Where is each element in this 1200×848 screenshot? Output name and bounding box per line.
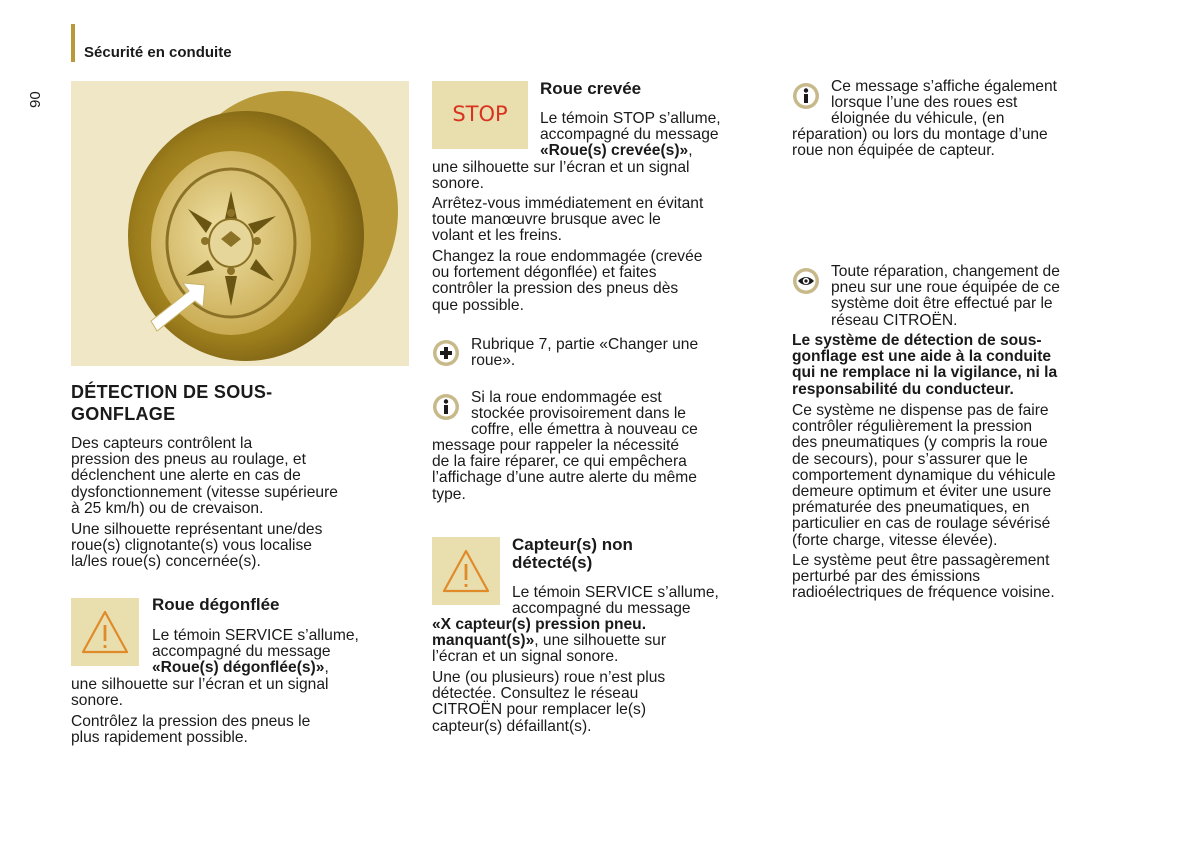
text-line: (forte charge, vitesse élevée).	[792, 531, 998, 549]
text-line: l’écran et un signal sonore.	[432, 648, 619, 666]
text-line: dysfonctionnement (vitesse supérieure	[71, 483, 338, 501]
interference-paragraph	[792, 553, 1055, 602]
text-line: Arrêtez-vous immédiatement en évitant	[432, 195, 704, 212]
service-warning-icon	[71, 598, 139, 666]
text-line: Le système peut être passagèrement	[792, 552, 1050, 569]
text-line: déclenchent une alerte en cas de	[71, 467, 301, 485]
text-line: système doit être effectué par le	[831, 295, 1053, 313]
deflated-text	[152, 628, 359, 677]
text-line: sonore.	[71, 692, 124, 710]
system-paragraph	[792, 403, 1056, 549]
text-line: roue non équipée de capteur.	[792, 142, 995, 160]
text-line: «Roue(s) crevée(s)»,	[540, 142, 693, 160]
punctured-message: «Roue(s) crevée(s)»	[540, 142, 689, 160]
text-line: roue(s) clignotante(s) vous localise	[71, 537, 312, 555]
main-title-line-2: GONFLAGE	[71, 404, 176, 424]
text-line: toute manœuvre brusque avec le	[432, 211, 661, 229]
text-line: qui ne remplace ni la vigilance, ni la	[792, 364, 1058, 382]
bold-warning	[792, 333, 1057, 398]
text-line: Le témoin SERVICE s’allume,	[152, 627, 359, 644]
punctured-stop-advice	[432, 196, 703, 245]
text-line: comportement dynamique du véhicule	[792, 466, 1056, 484]
text-line: plus rapidement possible.	[71, 729, 248, 747]
eye-icon	[792, 267, 820, 295]
sensor-message: «X capteur(s) pression pneu.	[432, 616, 647, 633]
text-line: lorsque l’une des roues est	[831, 94, 1018, 112]
info-message-text-cont	[792, 127, 1048, 159]
wheel-illustration	[71, 81, 409, 366]
text-line: Changez la roue endommagée (crevée	[432, 248, 703, 265]
info-storage-text	[471, 390, 698, 439]
text-line: contrôler la pression des pneus dès	[432, 280, 679, 298]
text-line: gonflage est une aide à la conduite	[792, 348, 1052, 366]
text-line: Si la roue endommagée est	[471, 389, 662, 406]
sensor-heading-line-1: Capteur(s) non	[512, 535, 633, 554]
main-title-line-1: DÉTECTION DE SOUS-	[71, 382, 273, 402]
page-number: 90	[27, 91, 44, 108]
plus-reference-icon	[432, 339, 460, 367]
sensor-message-cont: manquant(s)»	[432, 632, 535, 650]
text-line: capteur(s) défaillant(s).	[432, 717, 592, 735]
text-line: réseau CITROËN.	[831, 311, 958, 329]
sensor-warning-icon	[432, 537, 500, 605]
deflated-advice	[71, 714, 310, 746]
text-line: manquant(s)», une silhouette sur	[432, 632, 667, 650]
text-line: demeure optimum et éviter une usure	[792, 483, 1052, 501]
text-line: Une (ou plusieurs) roue n’est plus	[432, 669, 666, 686]
punctured-change-advice	[432, 249, 702, 314]
text-line: Ce message s’affiche également	[831, 78, 1057, 95]
info-icon	[792, 82, 820, 110]
text-line: réparation) ou lors du montage d’une	[792, 126, 1048, 143]
sensor-advice	[432, 670, 665, 735]
text-line: Le témoin SERVICE s’allume,	[512, 584, 719, 601]
text-line	[432, 617, 666, 633]
text-line: à 25 km/h) ou de crevaison.	[71, 499, 264, 517]
deflated-message: «Roue(s) dégonflée(s)»	[152, 659, 325, 677]
chapter-reference	[471, 337, 698, 369]
info-storage-text-cont	[432, 438, 697, 503]
text-line: de la faire réparer, ce qui empêchera	[432, 453, 687, 471]
text-line: CITROËN pour remplacer le(s)	[432, 701, 647, 719]
text-line: stockée provisoirement dans le	[471, 405, 686, 423]
text-line: Des capteurs contrôlent la	[71, 435, 253, 452]
text-line: pneu sur une roue équipée de ce	[831, 279, 1060, 297]
text-line: des pneumatiques (y compris la roue	[792, 434, 1048, 452]
sensor-heading-line-2: détecté(s)	[512, 553, 593, 572]
deflated-heading: Roue dégonflée	[152, 595, 280, 614]
intro-paragraph-2	[71, 522, 322, 571]
text-line: prématurée des pneumatiques, en	[792, 499, 1030, 517]
section-title: Sécurité en conduite	[84, 44, 232, 61]
text-line: de secours), pour s’assurer que le	[792, 450, 1028, 468]
sensor-text-cont	[432, 617, 666, 666]
text-line: Ce système ne dispense pas de faire	[792, 402, 1049, 419]
text-line: pression des pneus au roulage, et	[71, 451, 306, 469]
text-line: contrôler régulièrement la pression	[792, 418, 1033, 436]
text-line: une silhouette sur l’écran et un signal	[432, 159, 690, 176]
text-line: particulier en cas de roulage sévérisé	[792, 515, 1051, 533]
punctured-text-cont	[432, 160, 689, 192]
text-line: radioélectriques de fréquence voisine.	[792, 584, 1055, 602]
intro-paragraph	[71, 436, 338, 517]
text-line: accompagné du message	[152, 643, 331, 661]
text-line: accompagné du message	[540, 126, 719, 144]
text-line: message pour rappeler la nécessité	[432, 437, 680, 454]
text-line: l’affichage d’une autre alerte du même	[432, 469, 697, 487]
text-line: détectée. Consultez le réseau	[432, 685, 639, 703]
stop-indicator	[432, 81, 528, 149]
text-line: une silhouette sur l’écran et un signal	[71, 676, 329, 693]
sensor-text	[512, 585, 719, 617]
punctured-text	[540, 111, 721, 160]
header-accent-bar	[71, 24, 75, 62]
text-line: accompagné du message	[512, 600, 691, 618]
repair-note	[831, 264, 1060, 329]
text-line: sonore.	[432, 175, 485, 193]
text-line: «Roue(s) dégonflée(s)»,	[152, 659, 329, 677]
stop-label: STOP	[452, 102, 508, 126]
text-line: responsabilité du conducteur.	[792, 380, 1014, 398]
text-line: la/les roue(s) concernée(s).	[71, 553, 261, 571]
text-line: Le système de détection de sous-	[792, 332, 1042, 349]
info-icon	[432, 393, 460, 421]
text-line: Le témoin STOP s’allume,	[540, 110, 721, 127]
text-line: volant et les freins.	[432, 227, 563, 245]
text-line: type.	[432, 485, 466, 503]
text-line: éloignée du véhicule, (en	[831, 110, 1005, 128]
text-line: coffre, elle émettra à nouveau ce	[471, 421, 698, 439]
text-line: Toute réparation, changement de	[831, 263, 1060, 280]
text-line: Rubrique 7, partie «Changer une	[471, 336, 699, 353]
text-line: roue».	[471, 352, 516, 370]
text-line: ou fortement dégonflée) et faites	[432, 264, 657, 282]
text-line: Contrôlez la pression des pneus le	[71, 713, 311, 730]
text-line: que possible.	[432, 296, 524, 314]
text-line: Une silhouette représentant une/des	[71, 521, 323, 538]
punctured-heading: Roue crevée	[540, 79, 642, 98]
info-message-text	[831, 79, 1057, 128]
deflated-text-cont	[71, 677, 328, 709]
text-line: perturbé par des émissions	[792, 568, 981, 586]
